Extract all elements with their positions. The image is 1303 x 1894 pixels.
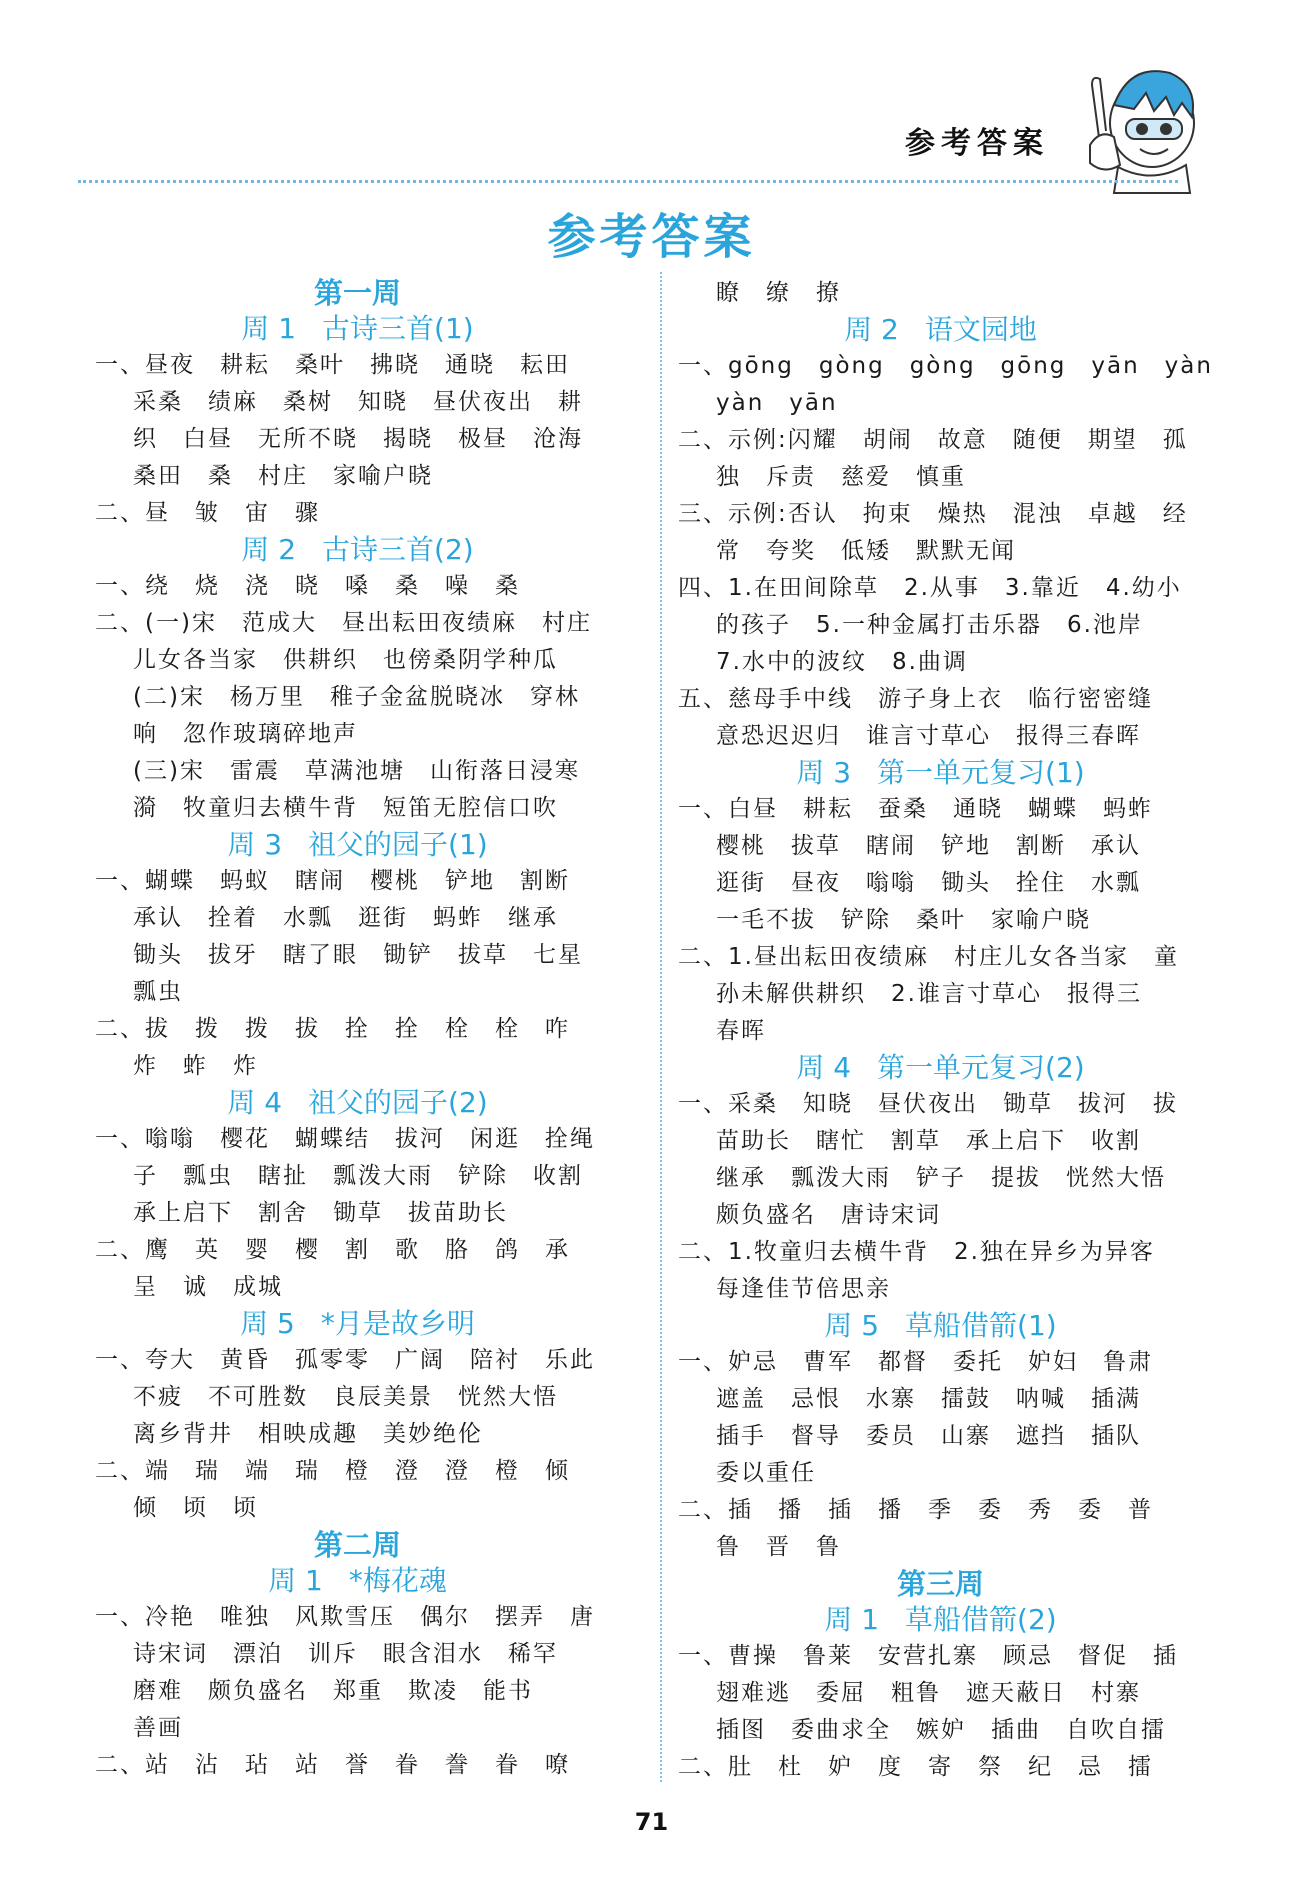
lesson-heading bbox=[678, 1050, 1203, 1086]
answer-line: 插图 委曲求全 嫉妒 插曲 自吹自擂 bbox=[716, 1717, 1166, 1743]
lesson-number: 周 2 bbox=[844, 313, 899, 346]
answer-line: yàn yān bbox=[716, 390, 838, 416]
lesson-heading bbox=[95, 1085, 620, 1121]
answer-line: 翅难逃 委屈 粗鲁 遮天蔽日 村寨 bbox=[716, 1680, 1141, 1706]
lesson-title: 语文园地 bbox=[924, 313, 1037, 346]
lesson-number: 周 1 bbox=[268, 1564, 323, 1597]
answer-line: 常 夸奖 低矮 默默无闻 bbox=[716, 538, 1016, 564]
lesson-title: *月是故乡明 bbox=[320, 1307, 475, 1340]
answer-line: 一、蝴蝶 蚂蚁 瞎闹 樱桃 铲地 割断 bbox=[95, 868, 570, 894]
lesson-number: 周 3 bbox=[796, 756, 852, 789]
week-heading: 第三周 bbox=[896, 1567, 984, 1601]
lesson-title: 第一单元复习(1) bbox=[877, 756, 1085, 789]
answer-line: 孙未解供耕织 2.谁言寸草心 报得三 bbox=[716, 981, 1142, 1007]
week-heading: 第二周 bbox=[313, 1528, 401, 1562]
left-column bbox=[95, 275, 620, 1784]
answer-line: 二、(一)宋 范成大 昼出耘田夜绩麻 村庄 bbox=[95, 610, 592, 636]
lesson-number: 周 5 bbox=[240, 1307, 295, 1340]
column-divider bbox=[660, 272, 662, 1782]
answer-line: 呈 诚 成城 bbox=[133, 1274, 283, 1300]
answer-line: 承上启下 割舍 锄草 拔苗助长 bbox=[133, 1200, 508, 1226]
lesson-heading bbox=[95, 311, 620, 347]
answer-line: 诗宋词 漂泊 训斥 眼含泪水 稀罕 bbox=[133, 1641, 558, 1667]
answer-line: 每逢佳节倍思亲 bbox=[716, 1276, 891, 1302]
answer-line: 逛街 昼夜 嗡嗡 锄头 拴住 水瓢 bbox=[716, 870, 1141, 896]
lesson-title: 草船借箭(2) bbox=[905, 1603, 1057, 1636]
lesson-heading bbox=[678, 1602, 1203, 1638]
answer-line: 一、绕 烧 浇 晓 嗓 桑 噪 桑 bbox=[95, 573, 520, 599]
header-dotted-rule bbox=[78, 180, 1178, 183]
answer-line: 继承 瓢泼大雨 铲子 提拔 恍然大悟 bbox=[716, 1165, 1166, 1191]
answer-line: 二、端 瑞 端 瑞 橙 澄 澄 橙 倾 bbox=[95, 1458, 570, 1484]
header-label: 参考答案 bbox=[905, 126, 1049, 161]
answer-line: 承认 拴着 水瓢 逛街 蚂蚱 继承 bbox=[133, 905, 558, 931]
lesson-number: 周 4 bbox=[227, 1086, 283, 1119]
page-title: 参考答案 bbox=[547, 209, 756, 265]
lesson-title: 草船借箭(1) bbox=[905, 1309, 1057, 1342]
lesson-heading bbox=[95, 532, 620, 568]
answer-line: 二、插 播 插 播 季 委 秀 委 普 bbox=[678, 1497, 1153, 1523]
answer-line: 一、采桑 知晓 昼伏夜出 锄草 拔河 拔 bbox=[678, 1091, 1178, 1117]
answer-line: 委以重任 bbox=[716, 1460, 816, 1486]
answer-line: 一、白昼 耕耘 蚕桑 通晓 蝴蝶 蚂蚱 bbox=[678, 796, 1153, 822]
answer-line: 一、嗡嗡 樱花 蝴蝶结 拔河 闲逛 拴绳 bbox=[95, 1126, 595, 1152]
lesson-heading bbox=[678, 312, 1203, 348]
answer-line: 瓢虫 bbox=[133, 979, 183, 1005]
lesson-title: 祖父的园子(1) bbox=[308, 828, 488, 861]
lesson-heading bbox=[678, 1308, 1203, 1344]
answer-line: 响 忽作玻璃碎地声 bbox=[133, 721, 358, 747]
answer-line: 二、1.牧童归去横牛背 2.独在异乡为异客 bbox=[678, 1239, 1155, 1265]
answer-line: 子 瓢虫 瞎扯 瓢泼大雨 铲除 收割 bbox=[133, 1163, 583, 1189]
answer-line: 二、示例:闪耀 胡闹 故意 随便 期望 孤 bbox=[678, 427, 1188, 453]
answer-line: 桑田 桑 村庄 家喻户晓 bbox=[133, 463, 433, 489]
right-column bbox=[678, 275, 1213, 1786]
answer-line: 四、1.在田间除草 2.从事 3.靠近 4.幼小 bbox=[678, 575, 1182, 601]
answer-line: 的孩子 5.一种金属打击乐器 6.池岸 bbox=[716, 612, 1143, 638]
answer-line: 苗助长 瞎忙 割草 承上启下 收割 bbox=[716, 1128, 1141, 1154]
answer-line: 独 斥责 慈爱 慎重 bbox=[716, 464, 966, 490]
answer-line: 一毛不拔 铲除 桑叶 家喻户晓 bbox=[716, 907, 1091, 933]
answer-line: 插手 督导 委员 山寨 遮挡 插队 bbox=[716, 1423, 1141, 1449]
answer-line: 二、肚 杜 妒 度 寄 祭 纪 忌 擂 bbox=[678, 1754, 1153, 1780]
answer-line: 不疲 不可胜数 良辰美景 恍然大悟 bbox=[133, 1384, 558, 1410]
answer-line: 磨难 颇负盛名 郑重 欺凌 能书 bbox=[133, 1678, 533, 1704]
lesson-number: 周 1 bbox=[824, 1603, 880, 1636]
answer-line: 二、鹰 英 婴 樱 割 歌 胳 鸽 承 bbox=[95, 1237, 570, 1263]
answer-line: 采桑 绩麻 桑树 知晓 昼伏夜出 耕 bbox=[133, 389, 583, 415]
answer-line: 遮盖 忌恨 水寨 擂鼓 呐喊 插满 bbox=[716, 1386, 1141, 1412]
answer-line: (三)宋 雷震 草满池塘 山衔落日浸寒 bbox=[133, 758, 580, 784]
lesson-number: 周 3 bbox=[227, 828, 283, 861]
lesson-title: 祖父的园子(2) bbox=[308, 1086, 488, 1119]
answer-line: 意恐迟迟归 谁言寸草心 报得三春晖 bbox=[716, 723, 1141, 749]
answer-line: (二)宋 杨万里 稚子金盆脱晓冰 穿林 bbox=[133, 684, 580, 710]
lesson-heading bbox=[95, 827, 620, 863]
answer-line: 颇负盛名 唐诗宋词 bbox=[716, 1202, 941, 1228]
answer-line: 织 白昼 无所不晓 揭晓 极昼 沧海 bbox=[133, 426, 583, 452]
answer-line: 一、冷艳 唯独 风欺雪压 偶尔 摆弄 唐 bbox=[95, 1604, 595, 1630]
answer-line: 一、曹操 鲁莱 安营扎寨 顾忌 督促 插 bbox=[678, 1643, 1178, 1669]
lesson-heading bbox=[678, 755, 1203, 791]
lesson-heading bbox=[95, 1306, 620, 1342]
answer-line: 二、站 沾 玷 站 誉 眷 誊 眷 嘹 bbox=[95, 1752, 570, 1778]
answer-line: 一、昼夜 耕耘 桑叶 拂晓 通晓 耘田 bbox=[95, 352, 570, 378]
lesson-title: 古诗三首(1) bbox=[322, 312, 474, 345]
answer-line: 7.水中的波纹 8.曲调 bbox=[716, 649, 968, 675]
answer-line: 一、夸大 黄昏 孤零零 广阔 陪衬 乐此 bbox=[95, 1347, 595, 1373]
answer-line: 五、慈母手中线 游子身上衣 临行密密缝 bbox=[678, 686, 1153, 712]
answer-line: 二、拔 拨 拨 拔 拴 拴 栓 栓 咋 bbox=[95, 1016, 570, 1042]
lesson-number: 周 4 bbox=[796, 1051, 852, 1084]
answer-line: 倾 顷 顷 bbox=[133, 1495, 258, 1521]
answer-line: 鲁 晋 鲁 bbox=[716, 1534, 841, 1560]
week-heading: 第一周 bbox=[313, 276, 401, 310]
answer-line: 瞭 缭 撩 bbox=[716, 280, 841, 306]
answer-line: 三、示例:否认 拘束 燥热 混浊 卓越 经 bbox=[678, 501, 1188, 527]
answer-line: 善画 bbox=[133, 1715, 183, 1741]
page-number: 71 bbox=[634, 1808, 669, 1836]
lesson-number: 周 5 bbox=[824, 1309, 880, 1342]
lesson-number: 周 2 bbox=[241, 533, 297, 566]
answer-line: 一、gōng gòng gòng gōng yān yàn bbox=[678, 353, 1213, 379]
lesson-title: 第一单元复习(2) bbox=[877, 1051, 1085, 1084]
answer-line: 漪 牧童归去横牛背 短笛无腔信口吹 bbox=[133, 795, 558, 821]
lesson-number: 周 1 bbox=[241, 312, 297, 345]
lesson-title: 古诗三首(2) bbox=[322, 533, 474, 566]
answer-line: 春晖 bbox=[716, 1018, 766, 1044]
answer-line: 二、昼 皱 宙 骤 bbox=[95, 500, 320, 526]
answer-line: 锄头 拔牙 瞎了眼 锄铲 拔草 七星 bbox=[133, 942, 583, 968]
answer-line: 樱桃 拔草 瞎闹 铲地 割断 承认 bbox=[716, 833, 1141, 859]
lesson-heading bbox=[95, 1563, 620, 1599]
mascot-illustration bbox=[1070, 45, 1210, 195]
answer-line: 二、1.昼出耘田夜绩麻 村庄儿女各当家 童 bbox=[678, 944, 1179, 970]
answer-line: 儿女各当家 供耕织 也傍桑阴学种瓜 bbox=[133, 647, 558, 673]
answer-line: 离乡背井 相映成趣 美妙绝伦 bbox=[133, 1421, 483, 1447]
answer-line: 炸 蚱 炸 bbox=[133, 1053, 258, 1079]
answer-line: 一、妒忌 曹军 都督 委托 妒妇 鲁肃 bbox=[678, 1349, 1153, 1375]
lesson-title: *梅花魂 bbox=[348, 1564, 447, 1597]
